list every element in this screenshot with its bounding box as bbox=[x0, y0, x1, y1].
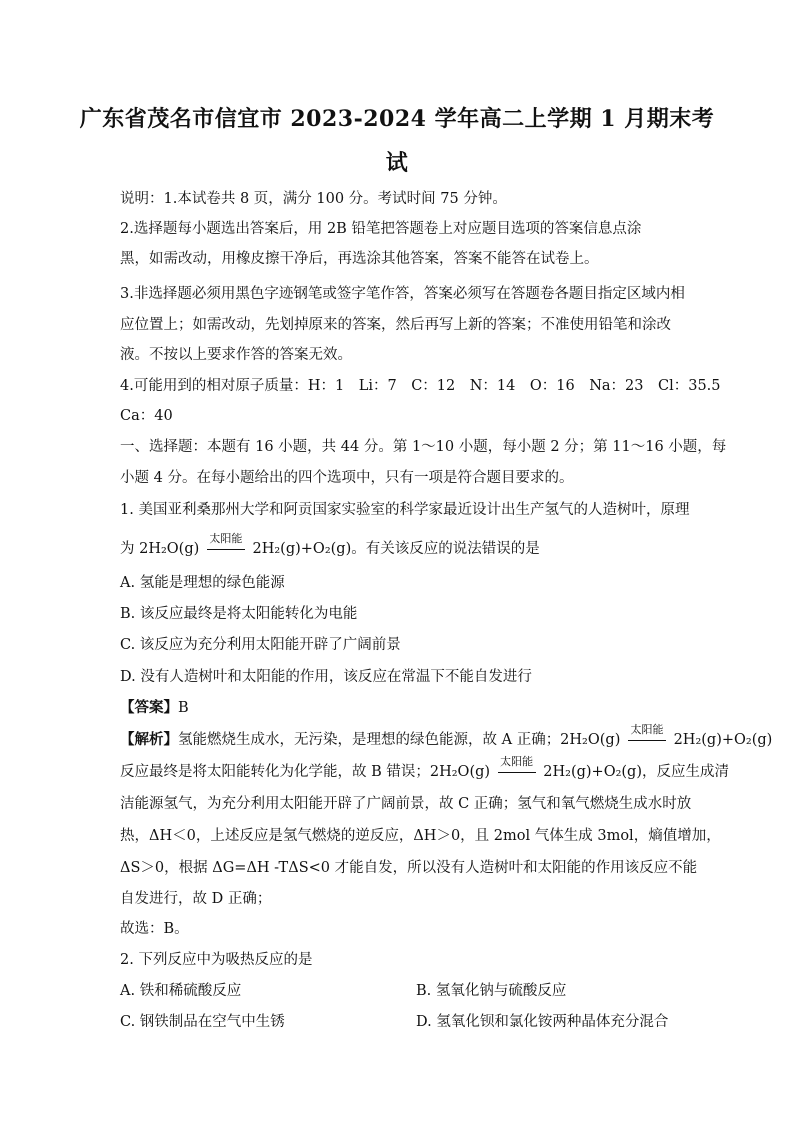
instruction-line: 2.选择题每小题选出答案后，用 2B 铅笔把答题卷上对应题目选项的答案信息点涂 bbox=[120, 221, 642, 237]
q1-option-d: D. 没有人造树叶和太阳能的作用，该反应在常温下不能自发进行 bbox=[120, 669, 532, 685]
q2-option-c: C. 钢铁制品在空气中生锈 bbox=[120, 1014, 285, 1030]
q1-stem-line-1: 1. 美国亚利桑那州大学和阿贡国家实验室的科学家最近设计出生产氢气的人造树叶，原理 bbox=[120, 502, 690, 518]
reaction-condition: 太阳能 bbox=[500, 755, 534, 768]
instruction-line: Ca：40 bbox=[120, 408, 173, 424]
q1-analysis-line-1 bbox=[120, 723, 773, 749]
q1-option-b: B. 该反应最终是将太阳能转化为电能 bbox=[120, 606, 358, 622]
analysis-label: 【解析】 bbox=[120, 731, 178, 748]
q1-option-a: A. 氢能是理想的绿色能源 bbox=[120, 575, 285, 591]
q1-equation-reactant: 为 2H₂O(g) bbox=[120, 541, 200, 557]
reaction-arrow bbox=[625, 723, 669, 748]
section-heading: 一、选择题：本题有 16 小题，共 44 分。第 1～10 小题，每小题 2 分；第 11～16 小题，每 bbox=[120, 439, 727, 455]
q1-analysis-line-3: 洁能源氢气，为充分利用太阳能开辟了广阔前景，故 C 正确；氢气和氧气燃烧生成水时放 bbox=[120, 796, 692, 812]
q2-stem: 2. 下列反应中为吸热反应的是 bbox=[120, 952, 313, 968]
q1-analysis-line-6: 自发进行，故 D 正确； bbox=[120, 891, 272, 907]
answer-label: 【答案】 bbox=[120, 699, 178, 716]
reaction-arrow bbox=[495, 755, 539, 780]
q2-option-a: A. 铁和稀硫酸反应 bbox=[120, 983, 242, 999]
exam-title-line-1: 广东省茂名市信宜市 2023-2024 学年高二上学期 1 月期末考 bbox=[79, 106, 715, 132]
instruction-line: 说明：1.本试卷共 8 页，满分 100 分。考试时间 75 分钟。 bbox=[120, 191, 507, 207]
q1-analysis-line-5: ΔS＞0，根据 ΔG=ΔH -TΔS<0 才能自发，所以没有人造树叶和太阳能的作用该反应不能 bbox=[120, 860, 698, 876]
section-heading-cont: 小题 4 分。在每小题给出的四个选项中，只有一项是符合题目要求的。 bbox=[120, 470, 574, 486]
instruction-line: 4.可能用到的相对原子质量：H：1 Li：7 C：12 N：14 O：16 Na：23 Cl：35.5 bbox=[120, 378, 721, 394]
instruction-line: 3.非选择题必须用黑色字迹钢笔或签字笔作答，答案必须写在答题卷各题目指定区域内相 bbox=[120, 286, 685, 302]
instruction-line: 液。不按以上要求作答的答案无效。 bbox=[120, 347, 352, 363]
q1-answer bbox=[120, 696, 189, 717]
reaction-arrow bbox=[204, 532, 248, 557]
q2-option-b: B. 氢氧化钠与硫酸反应 bbox=[416, 983, 567, 999]
analysis-text: 反应最终是将太阳能转化为化学能，故 B 错误；2H₂O(g) bbox=[120, 764, 491, 780]
q1-analysis-line-4: 热，ΔH＜0，上述反应是氢气燃烧的逆反应，ΔH＞0，且 2mol 气体生成 3mol，熵值增加， bbox=[120, 828, 721, 844]
instruction-line: 应位置上；如需改动，先划掉原来的答案，然后再写上新的答案；不准使用铅笔和涂改 bbox=[120, 317, 671, 333]
answer-value: B bbox=[178, 700, 189, 716]
analysis-text: 2H₂(g)+O₂(g) bbox=[673, 732, 773, 748]
reaction-condition: 太阳能 bbox=[209, 532, 243, 545]
exam-title-line-2: 试 bbox=[385, 150, 409, 176]
q1-equation-product: 2H₂(g)+O₂(g)。有关该反应的说法错误的是 bbox=[252, 541, 540, 557]
q1-analysis-line-2 bbox=[120, 755, 729, 781]
analysis-text: 2H₂(g)+O₂(g)，反应生成清 bbox=[543, 764, 729, 780]
instruction-line: 黑，如需改动，用橡皮擦干净后，再选涂其他答案，答案不能答在试卷上。 bbox=[120, 251, 599, 267]
reaction-condition: 太阳能 bbox=[630, 723, 664, 736]
analysis-text: 氢能燃烧生成水，无污染，是理想的绿色能源，故 A 正确；2H₂O(g) bbox=[178, 732, 621, 748]
q2-option-d: D. 氢氧化钡和氯化铵两种晶体充分混合 bbox=[416, 1014, 669, 1030]
q1-option-c: C. 该反应为充分利用太阳能开辟了广阔前景 bbox=[120, 637, 401, 653]
q1-conclusion: 故选：B。 bbox=[120, 921, 189, 937]
q1-stem-line-2 bbox=[120, 532, 540, 558]
